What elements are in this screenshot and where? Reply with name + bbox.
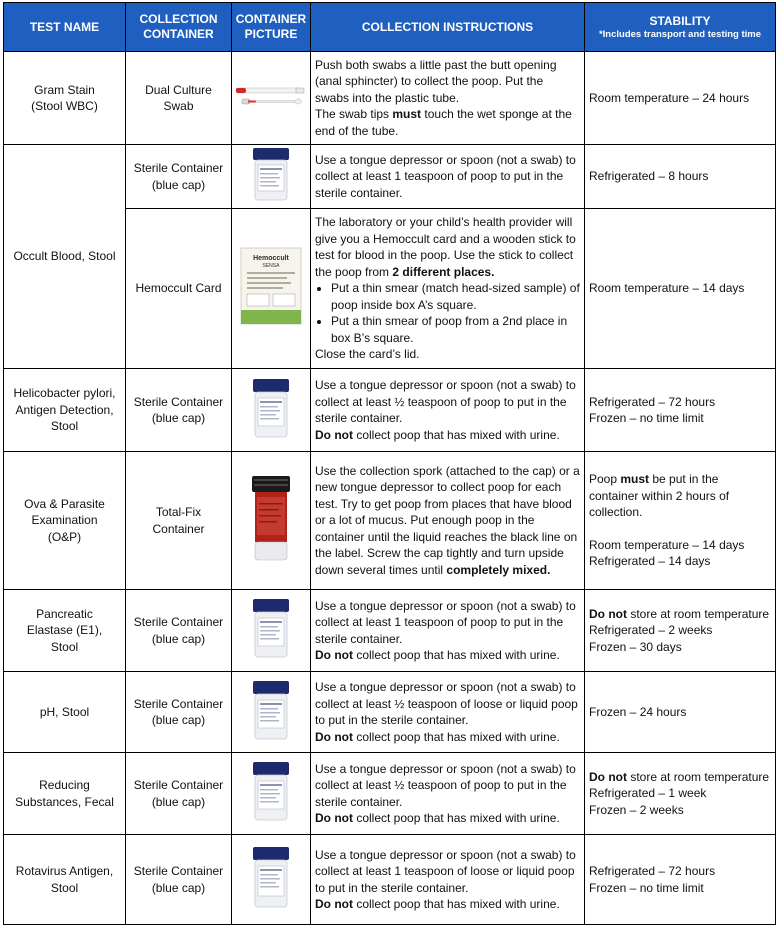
- test-name-cell: Helicobacter pylori, Antigen Detection, Stool: [4, 369, 126, 452]
- instructions-cell: Use a tongue depressor or spoon (not a swab) to collect at least ½ teaspoon of poop to put in the sterile container. Do not collect poop that has mixed with urine.: [311, 369, 585, 452]
- table-row: [4, 452, 776, 590]
- stability-cell: Do not store at room temperature Refrigerated – 1 week Frozen – 2 weeks: [585, 753, 776, 835]
- instructions-cell: Use the collection spork (attached to the cap) or a new tongue depressor to collect poop for each test. Try to get poop from places that have blood or a lot of mucus. Put enough poop in the container until the liquid reaches the black line on the label. Screw the cap tightly and turn upside down several times until completely mixed.: [311, 452, 585, 590]
- stability-cell: Room temperature – 14 days: [585, 209, 776, 369]
- container-picture-cell: [232, 369, 311, 452]
- container-cell: Sterile Container (blue cap): [126, 145, 232, 209]
- table-row: [4, 369, 776, 452]
- container-cell: Sterile Container (blue cap): [126, 590, 232, 672]
- list-item: • Put a thin smear of poop from a 2nd place in box B’s square.: [331, 313, 580, 346]
- sterile-container-image: [249, 376, 293, 440]
- stability-cell: Refrigerated – 72 hours Frozen – no time limit: [585, 369, 776, 452]
- container-cell: Sterile Container (blue cap): [126, 753, 232, 835]
- table-row: [4, 753, 776, 835]
- sterile-container-image: [249, 844, 293, 910]
- container-picture-cell: [232, 753, 311, 835]
- hemoccult-logo-text: Hemoccult: [253, 255, 289, 263]
- header-stability: STABILITY *Includes transport and testing time: [585, 3, 776, 52]
- stability-cell: Poop must be put in the container within 2 hours of collection. Room temperature – 14 days Refrigerated – 14 days: [585, 452, 776, 590]
- test-name-cell: Ova & Parasite Examination (O&P): [4, 452, 126, 590]
- test-name-cell: Pancreatic Elastase (E1), Stool: [4, 590, 126, 672]
- instructions-cell: Use a tongue depressor or spoon (not a swab) to collect at least 1 teaspoon of poop to put in the sterile container. Do not collect poop that has mixed with urine.: [311, 590, 585, 672]
- header-test-name: TEST NAME: [4, 3, 126, 52]
- table-row: [4, 835, 776, 925]
- container-cell: Sterile Container (blue cap): [126, 835, 232, 925]
- instructions-cell: Push both swabs a little past the butt opening (anal sphincter) to collect the poop. Put the swabs into the plastic tube. The swab tips must touch the wet sponge at the end of the tube.: [311, 52, 585, 145]
- test-name-cell: pH, Stool: [4, 672, 126, 753]
- test-name-cell: Rotavirus Antigen, Stool: [4, 835, 126, 925]
- stability-cell: Refrigerated – 72 hours Frozen – no time limit: [585, 835, 776, 925]
- instructions-cell: Use a tongue depressor or spoon (not a swab) to collect at least 1 teaspoon of poop to put in the sterile container.: [311, 145, 585, 209]
- instructions-cell: Use a tongue depressor or spoon (not a swab) to collect at least ½ teaspoon of loose or liquid poop to put in the sterile container. Do not collect poop that has mixed with urine.: [311, 672, 585, 753]
- header-collection-container: COLLECTION CONTAINER: [126, 3, 232, 52]
- total-fix-container-image: [246, 473, 296, 563]
- container-picture-cell: [232, 835, 311, 925]
- table-row: [4, 672, 776, 753]
- test-name-cell: Occult Blood, Stool: [4, 145, 126, 369]
- container-cell: Total-Fix Container: [126, 452, 232, 590]
- instructions-cell: Use a tongue depressor or spoon (not a swab) to collect at least ½ teaspoon of poop to put in the sterile container. Do not collect poop that has mixed with urine.: [311, 753, 585, 835]
- table-row: [4, 590, 776, 672]
- container-picture-cell: [232, 52, 311, 145]
- stability-cell: Do not store at room temperature Refrigerated – 2 weeks Frozen – 30 days: [585, 590, 776, 672]
- test-name-cell: Reducing Substances, Fecal: [4, 753, 126, 835]
- stool-collection-table: [3, 2, 776, 925]
- list-item: • Put a thin smear (match head-sized sample) of poop inside box A’s square.: [331, 280, 580, 313]
- instructions-cell: Use a tongue depressor or spoon (not a swab) to collect at least 1 teaspoon of loose or liquid poop to put in the sterile container. Do not collect poop that has mixed with urine.: [311, 835, 585, 925]
- header-collection-instructions: COLLECTION INSTRUCTIONS: [311, 3, 585, 52]
- container-picture-cell: [232, 145, 311, 209]
- stability-cell: Refrigerated – 8 hours: [585, 145, 776, 209]
- stability-note: *Includes transport and testing time: [598, 28, 762, 40]
- container-cell: Hemoccult Card: [126, 209, 232, 369]
- stability-cell: Room temperature – 24 hours: [585, 52, 776, 145]
- spacer: [589, 521, 771, 537]
- container-cell: Sterile Container (blue cap): [126, 369, 232, 452]
- test-name-cell: Gram Stain (Stool WBC): [4, 52, 126, 145]
- instructions-cell: The laboratory or your child’s health provider will give you a Hemoccult card and a wooden stick to test for blood in the poop. Use the stick to collect the poop from 2 different places. • Put a thin smear (match head-sized sample) of poop inside box A’s square. • Put a thin smear of poop from a 2nd place in box B’s square. Close the card’s lid.: [311, 209, 585, 369]
- sterile-container-image: [249, 596, 293, 660]
- table-row: [4, 52, 776, 145]
- stability-cell: Frozen – 24 hours: [585, 672, 776, 753]
- container-cell: Sterile Container (blue cap): [126, 672, 232, 753]
- container-picture-cell: [232, 452, 311, 590]
- sterile-container-image: [249, 145, 293, 203]
- header-row: [4, 3, 776, 52]
- hemoccult-card-image: [239, 246, 303, 326]
- container-picture-cell: [232, 672, 311, 753]
- container-picture-cell: [232, 590, 311, 672]
- hemoccult-steps-list: [315, 280, 580, 346]
- dual-culture-swab-image: [234, 76, 308, 116]
- sterile-container-image: [249, 678, 293, 742]
- container-cell: Dual Culture Swab: [126, 52, 232, 145]
- table-row: [4, 145, 776, 209]
- header-container-picture: CONTAINER PICTURE: [232, 3, 311, 52]
- container-picture-cell: [232, 209, 311, 369]
- hemoccult-sub-text: SENSA: [262, 263, 280, 270]
- sterile-container-image: [249, 759, 293, 823]
